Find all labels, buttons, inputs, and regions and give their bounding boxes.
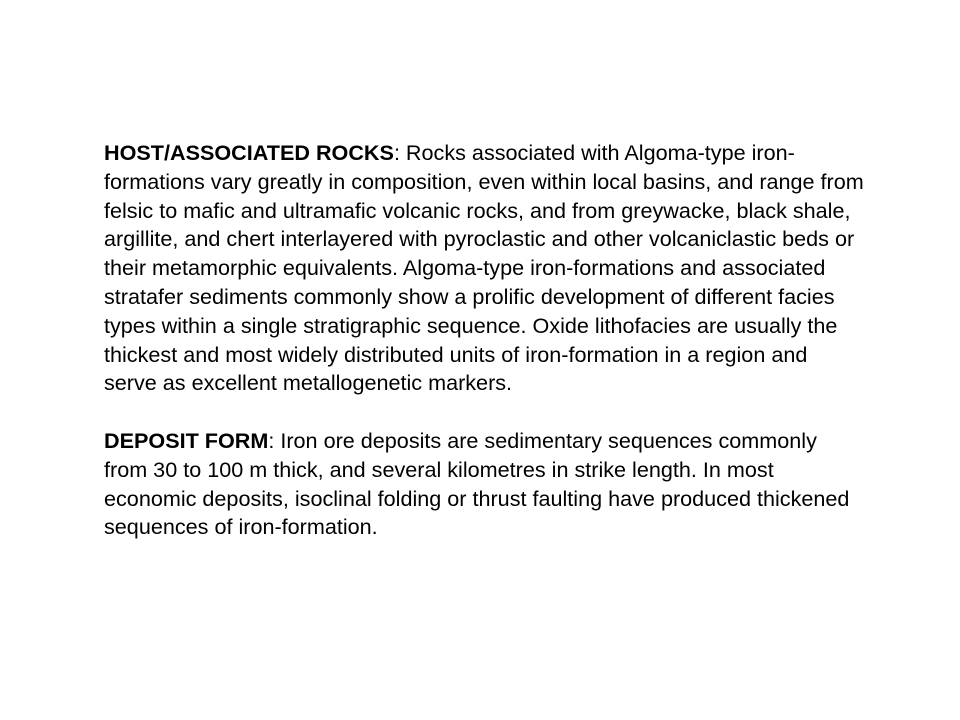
host-rocks-paragraph: [104, 139, 864, 398]
deposit-form-paragraph: [104, 427, 864, 542]
deposit-form-heading: DEPOSIT FORM: [104, 427, 269, 453]
text-block: [104, 139, 864, 542]
host-rocks-heading: HOST/ASSOCIATED ROCKS: [104, 140, 394, 165]
host-rocks-body: : Rocks associated with Algoma-type iron-formations vary greatly in composition, even within local basins, and range from felsic to mafic and ultramafic volcanic rocks, and from greywacke, black shale, argillite, and chert interlayered with pyroclastic and other volcaniclastic beds or their metamorphic equivalents. Algoma-type iron-formations and associated stratafer sediments commonly show a prolific development of different facies types within a single stratigraphic sequence. Oxide lithofacies are usually the thickest and most widely distributed units of iron-formation in a region and serve as excellent metallogenetic markers.: [104, 140, 864, 396]
deposit-form-body: : Iron ore deposits are sedimentary sequences commonly from 30 to 100 m thick, and several kilometres in strike length. In most economic deposits, isoclinal folding or thrust faulting have produced thickened sequences of iron-formation.: [104, 427, 850, 540]
